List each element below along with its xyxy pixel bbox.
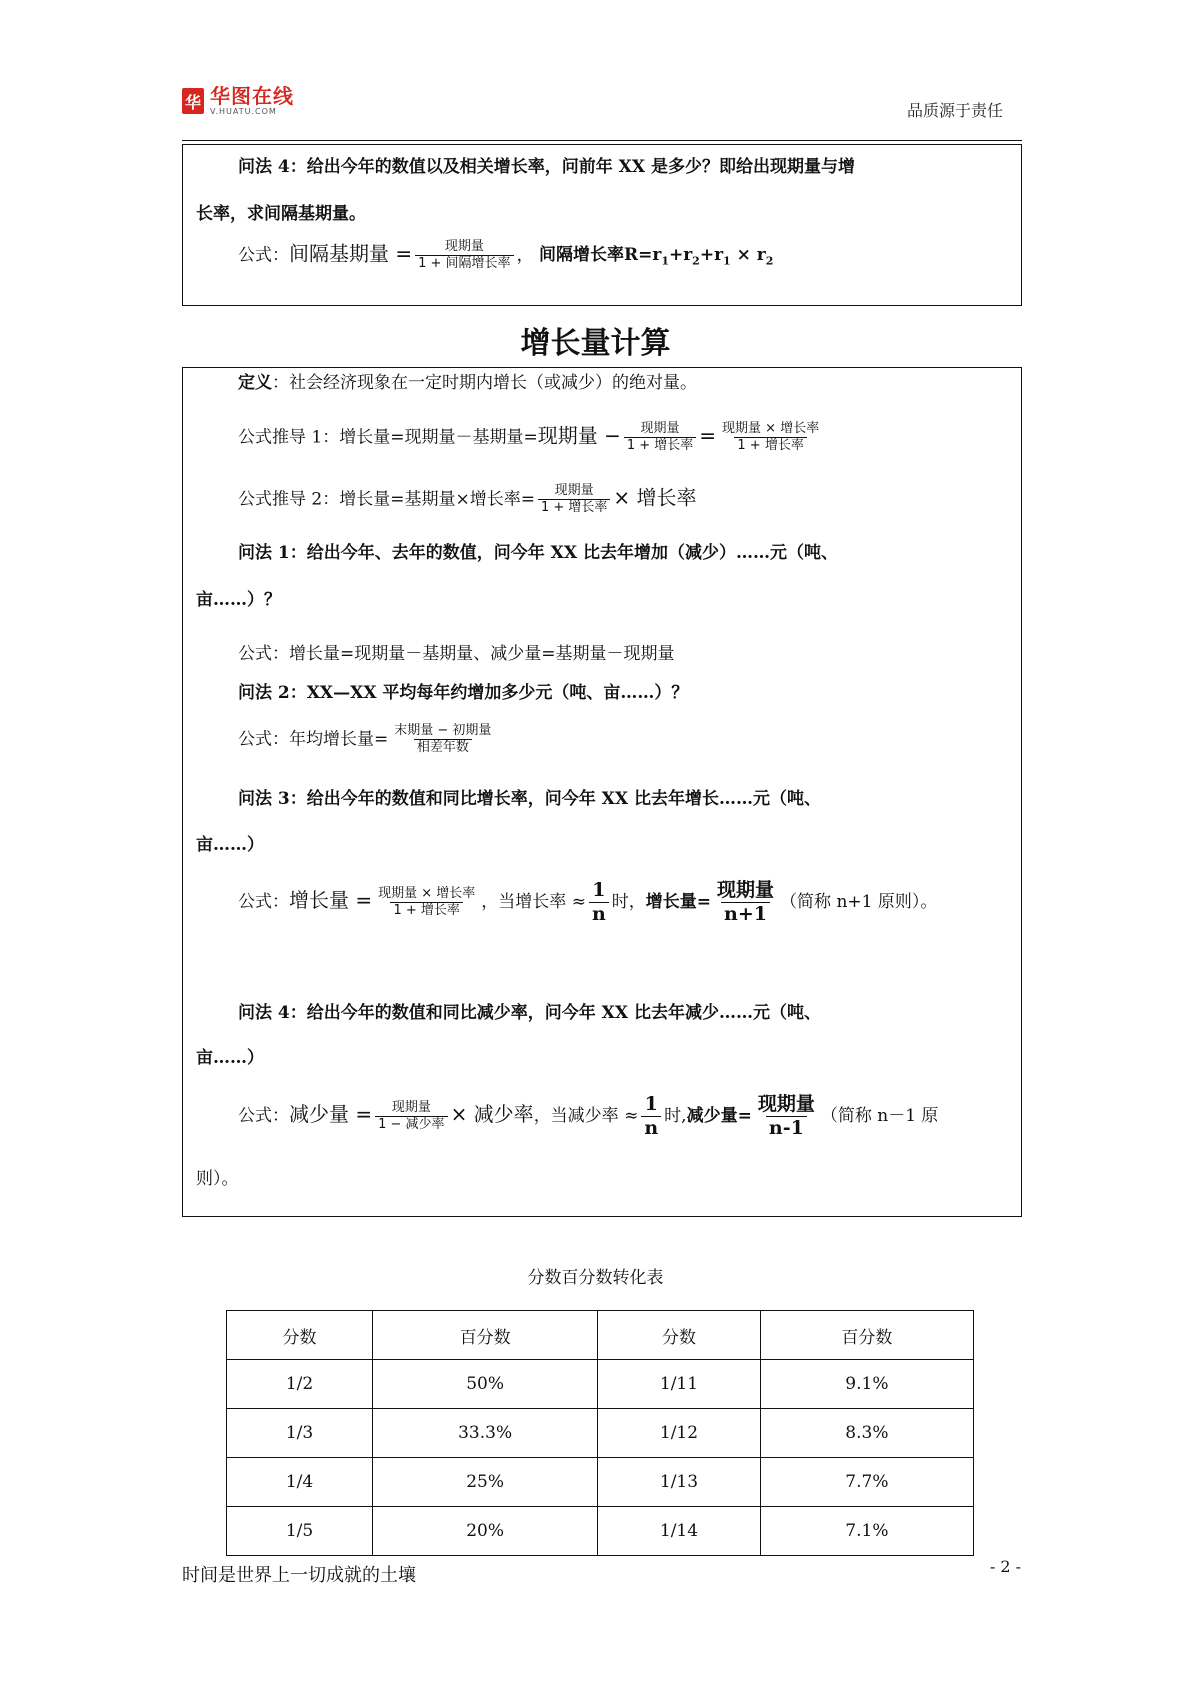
table-header-row — [227, 1311, 974, 1360]
q1-formula: 公式：增长量=现期量－基期量、减少量=基期量－现期量 — [238, 644, 675, 664]
table-cell: 1/14 — [598, 1507, 761, 1556]
table-row — [227, 1507, 974, 1556]
table-cell: 1/2 — [227, 1360, 373, 1409]
table-cell: 7.7% — [760, 1458, 973, 1507]
derivation-1: 公式推导 1：增长量=现期量－基期量=现期量 − $\frac{\text{现期量}}{\text{1 + 增长率}}$ = $\frac{\text{现期量 × 增长率}}{\text{1 + 增长率}}$ — [238, 421, 820, 454]
table-header: 百分数 — [760, 1311, 973, 1360]
q3-line2: 亩……） — [196, 835, 264, 855]
table-cell: 50% — [373, 1360, 598, 1409]
table-cell: 1/3 — [227, 1409, 373, 1458]
table-cell: 1/4 — [227, 1458, 373, 1507]
brand-logo — [182, 86, 294, 116]
q2-formula: 公式：年均增长量= $\frac{\text{末期量 − 初期量}}{\text{相差年数}}$ — [238, 723, 492, 756]
definition: 定义：社会经济现象在一定时期内增长（或减少）的绝对量。 — [238, 373, 697, 393]
table-row — [227, 1458, 974, 1507]
table-cell: 9.1% — [760, 1360, 973, 1409]
table-header: 分数 — [227, 1311, 373, 1360]
logo-icon: 华 — [182, 88, 204, 114]
table-cell: 1/13 — [598, 1458, 761, 1507]
table-cell: 1/12 — [598, 1409, 761, 1458]
header-slogan: 品质源于责任 — [906, 101, 1003, 120]
logo-url: V.HUATU.COM — [210, 107, 277, 116]
table-header: 百分数 — [373, 1311, 598, 1360]
logo-name: 华图在线 — [210, 84, 294, 108]
fraction-percent-table — [226, 1310, 974, 1556]
header-divider — [182, 140, 1022, 141]
page-number: - 2 - — [989, 1557, 1021, 1576]
q4-line1: 问法 4：给出今年的数值和同比减少率，问今年 XX 比去年减少……元（吨、 — [238, 1003, 821, 1023]
q2-line: 问法 2：XX—XX 平均每年约增加多少元（吨、亩……）？ — [238, 683, 689, 703]
table-caption: 分数百分数转化表 — [527, 1268, 664, 1288]
q4-formula: 公式：减少量 = $\frac{\text{现期量}}{\text{1 − 减少率}}$ × 减少率，当减少率 ≈ $\frac{1}{n}$ 时,减少量= $\frac{\text{现期量}}{n-1}$ （简称 n－1 原 — [238, 1093, 939, 1139]
interval-rate-formula: 间隔增长率$R=r_1+r_2+r_1 \times r_2$ — [538, 245, 774, 268]
q1-line2: 亩……）？ — [196, 590, 281, 610]
box1-formula: 公式：间隔基期量 = $\frac{\text{现期量}}{\text{1 + 间隔增长率}}$ ， 间隔增长率$R=r_1+r_2+r_1 \times r_2$ — [238, 239, 774, 272]
fraction: $\frac{\text{现期量}}{\text{1 + 间隔增长率}}$ — [415, 240, 513, 272]
table-cell: 25% — [373, 1458, 598, 1507]
table-cell: 8.3% — [760, 1409, 973, 1458]
table-header: 分数 — [598, 1311, 761, 1360]
box1-question-line1: 问法 4：给出今年的数值以及相关增长率，问前年 XX 是多少？即给出现期量与增 — [238, 157, 855, 177]
q1-line1: 问法 1：给出今年、去年的数值，问今年 XX 比去年增加（减少）……元（吨、 — [238, 543, 838, 563]
table-row — [227, 1409, 974, 1458]
table-row — [227, 1360, 974, 1409]
table-cell: 20% — [373, 1507, 598, 1556]
q4-formula-end: 则）。 — [196, 1169, 239, 1189]
footer-motto: 时间是世界上一切成就的土壤 — [182, 1565, 416, 1586]
section-title: 增长量计算 — [520, 326, 671, 361]
q3-formula: 公式：增长量 = $\frac{\text{现期量 × 增长率}}{\text{1 + 增长率}}$ ，当增长率 ≈ $\frac{1}{n}$ 时，增长量= $\frac{\text{现期量}}{n+1}$ （简称 n+1 原则）。 — [238, 879, 938, 925]
q4-line2: 亩……） — [196, 1048, 264, 1068]
box1-question-line2: 长率，求间隔基期量。 — [196, 204, 366, 224]
table-cell: 33.3% — [373, 1409, 598, 1458]
table-cell: 1/5 — [227, 1507, 373, 1556]
derivation-2: 公式推导 2：增长量=基期量×增长率= $\frac{\text{现期量}}{\text{1 + 增长率}}$ × 增长率 — [238, 483, 697, 516]
table-cell: 7.1% — [760, 1507, 973, 1556]
q3-line1: 问法 3：给出今年的数值和同比增长率，问今年 XX 比去年增长……元（吨、 — [238, 789, 821, 809]
table-cell: 1/11 — [598, 1360, 761, 1409]
formula-lhs: 间隔基期量 = — [289, 241, 413, 266]
